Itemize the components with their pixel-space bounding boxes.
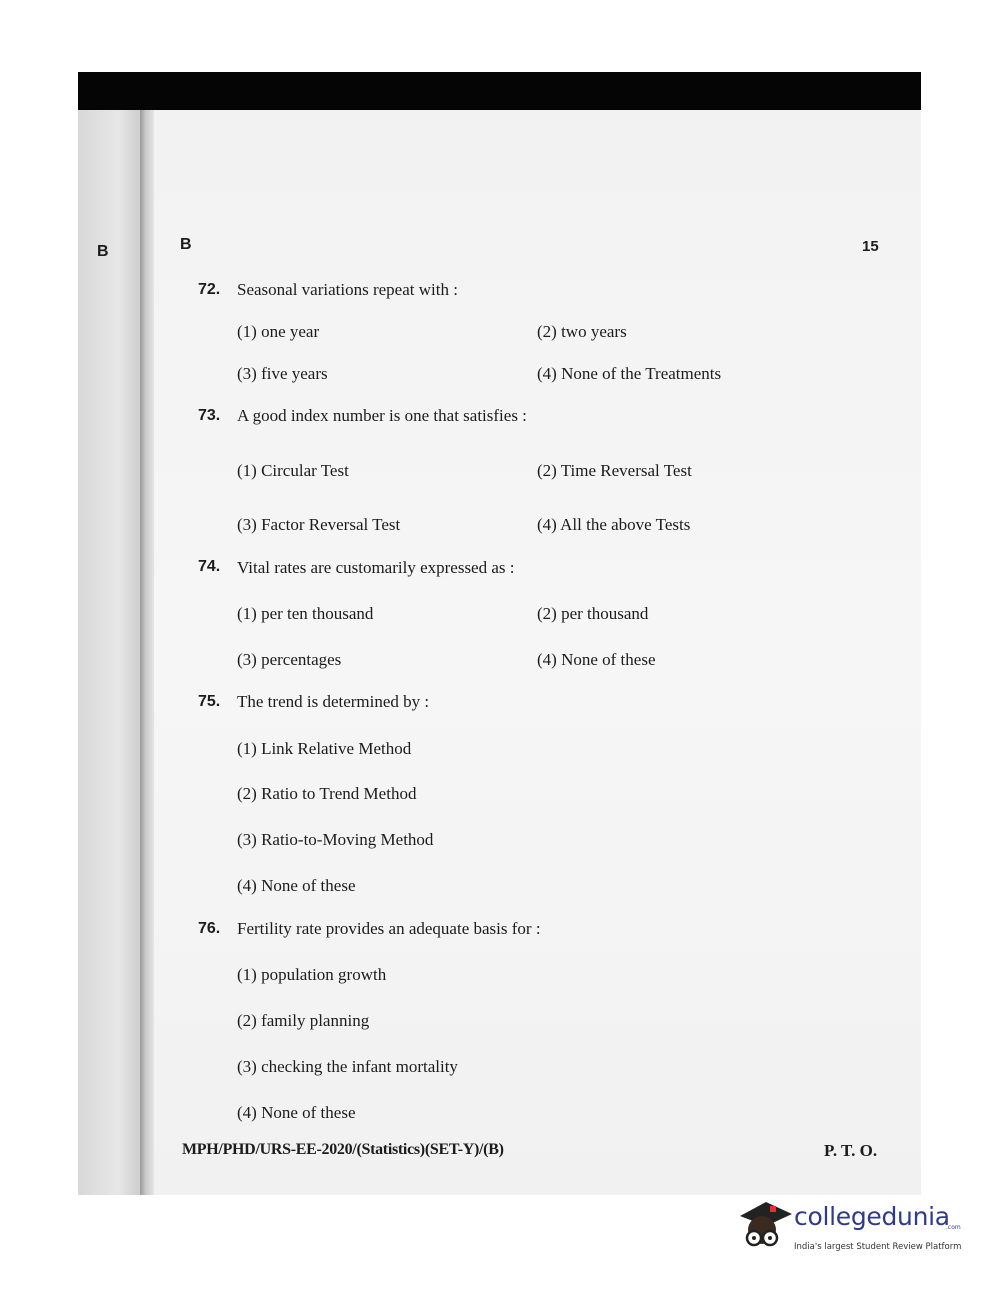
scan-top-border [78, 72, 921, 110]
set-label: B [180, 236, 192, 253]
please-turn-over: P. T. O. [824, 1141, 878, 1160]
option-4: (4) All the above Tests [537, 515, 691, 534]
collegedunia-logo [736, 1198, 961, 1264]
question-number: 74. [198, 558, 221, 575]
option-4: (4) None of these [237, 1103, 356, 1122]
option-1: (1) per ten thousand [237, 604, 374, 623]
question-text: Seasonal variations repeat with : [237, 280, 458, 299]
option-1: (1) one year [237, 322, 320, 341]
option-2: (2) Ratio to Trend Method [237, 784, 417, 803]
option-4: (4) None of the Treatments [537, 364, 722, 383]
question-text: Vital rates are customarily expressed as : [237, 558, 515, 577]
logo-domain: .com [946, 1224, 961, 1231]
option-3: (3) Factor Reversal Test [237, 515, 401, 534]
page-number: 15 [862, 238, 879, 255]
question-text: A good index number is one that satisfies : [237, 406, 527, 425]
question-text: Fertility rate provides an adequate basis for : [237, 919, 541, 938]
option-3: (3) Ratio-to-Moving Method [237, 830, 434, 849]
option-2: (2) per thousand [537, 604, 649, 623]
option-1: (1) Circular Test [237, 461, 349, 480]
option-2: (2) Time Reversal Test [537, 461, 692, 480]
question-number: 73. [198, 407, 221, 424]
option-3: (3) checking the infant mortality [237, 1057, 458, 1076]
question-number: 75. [198, 693, 221, 710]
paper-code: MPH/PHD/URS-EE-2020/(Statistics)(SET-Y)/(B) [182, 1141, 504, 1158]
logo-tagline: India's largest Student Review Platform [794, 1242, 962, 1252]
option-1: (1) Link Relative Method [237, 739, 412, 758]
question-number: 76. [198, 920, 221, 937]
set-label-margin: B [97, 243, 109, 260]
question-number: 72. [198, 281, 221, 298]
question-text: The trend is determined by : [237, 692, 430, 711]
option-3: (3) five years [237, 364, 328, 383]
option-2: (2) family planning [237, 1011, 370, 1030]
book-spine-shadow [140, 110, 154, 1195]
logo-wordmark: collegedunia [794, 1202, 950, 1231]
option-1: (1) population growth [237, 965, 387, 984]
mascot-icon [736, 1198, 792, 1258]
option-4: (4) None of these [537, 650, 656, 669]
option-2: (2) two years [537, 322, 627, 341]
option-3: (3) percentages [237, 650, 342, 669]
option-4: (4) None of these [237, 876, 356, 895]
